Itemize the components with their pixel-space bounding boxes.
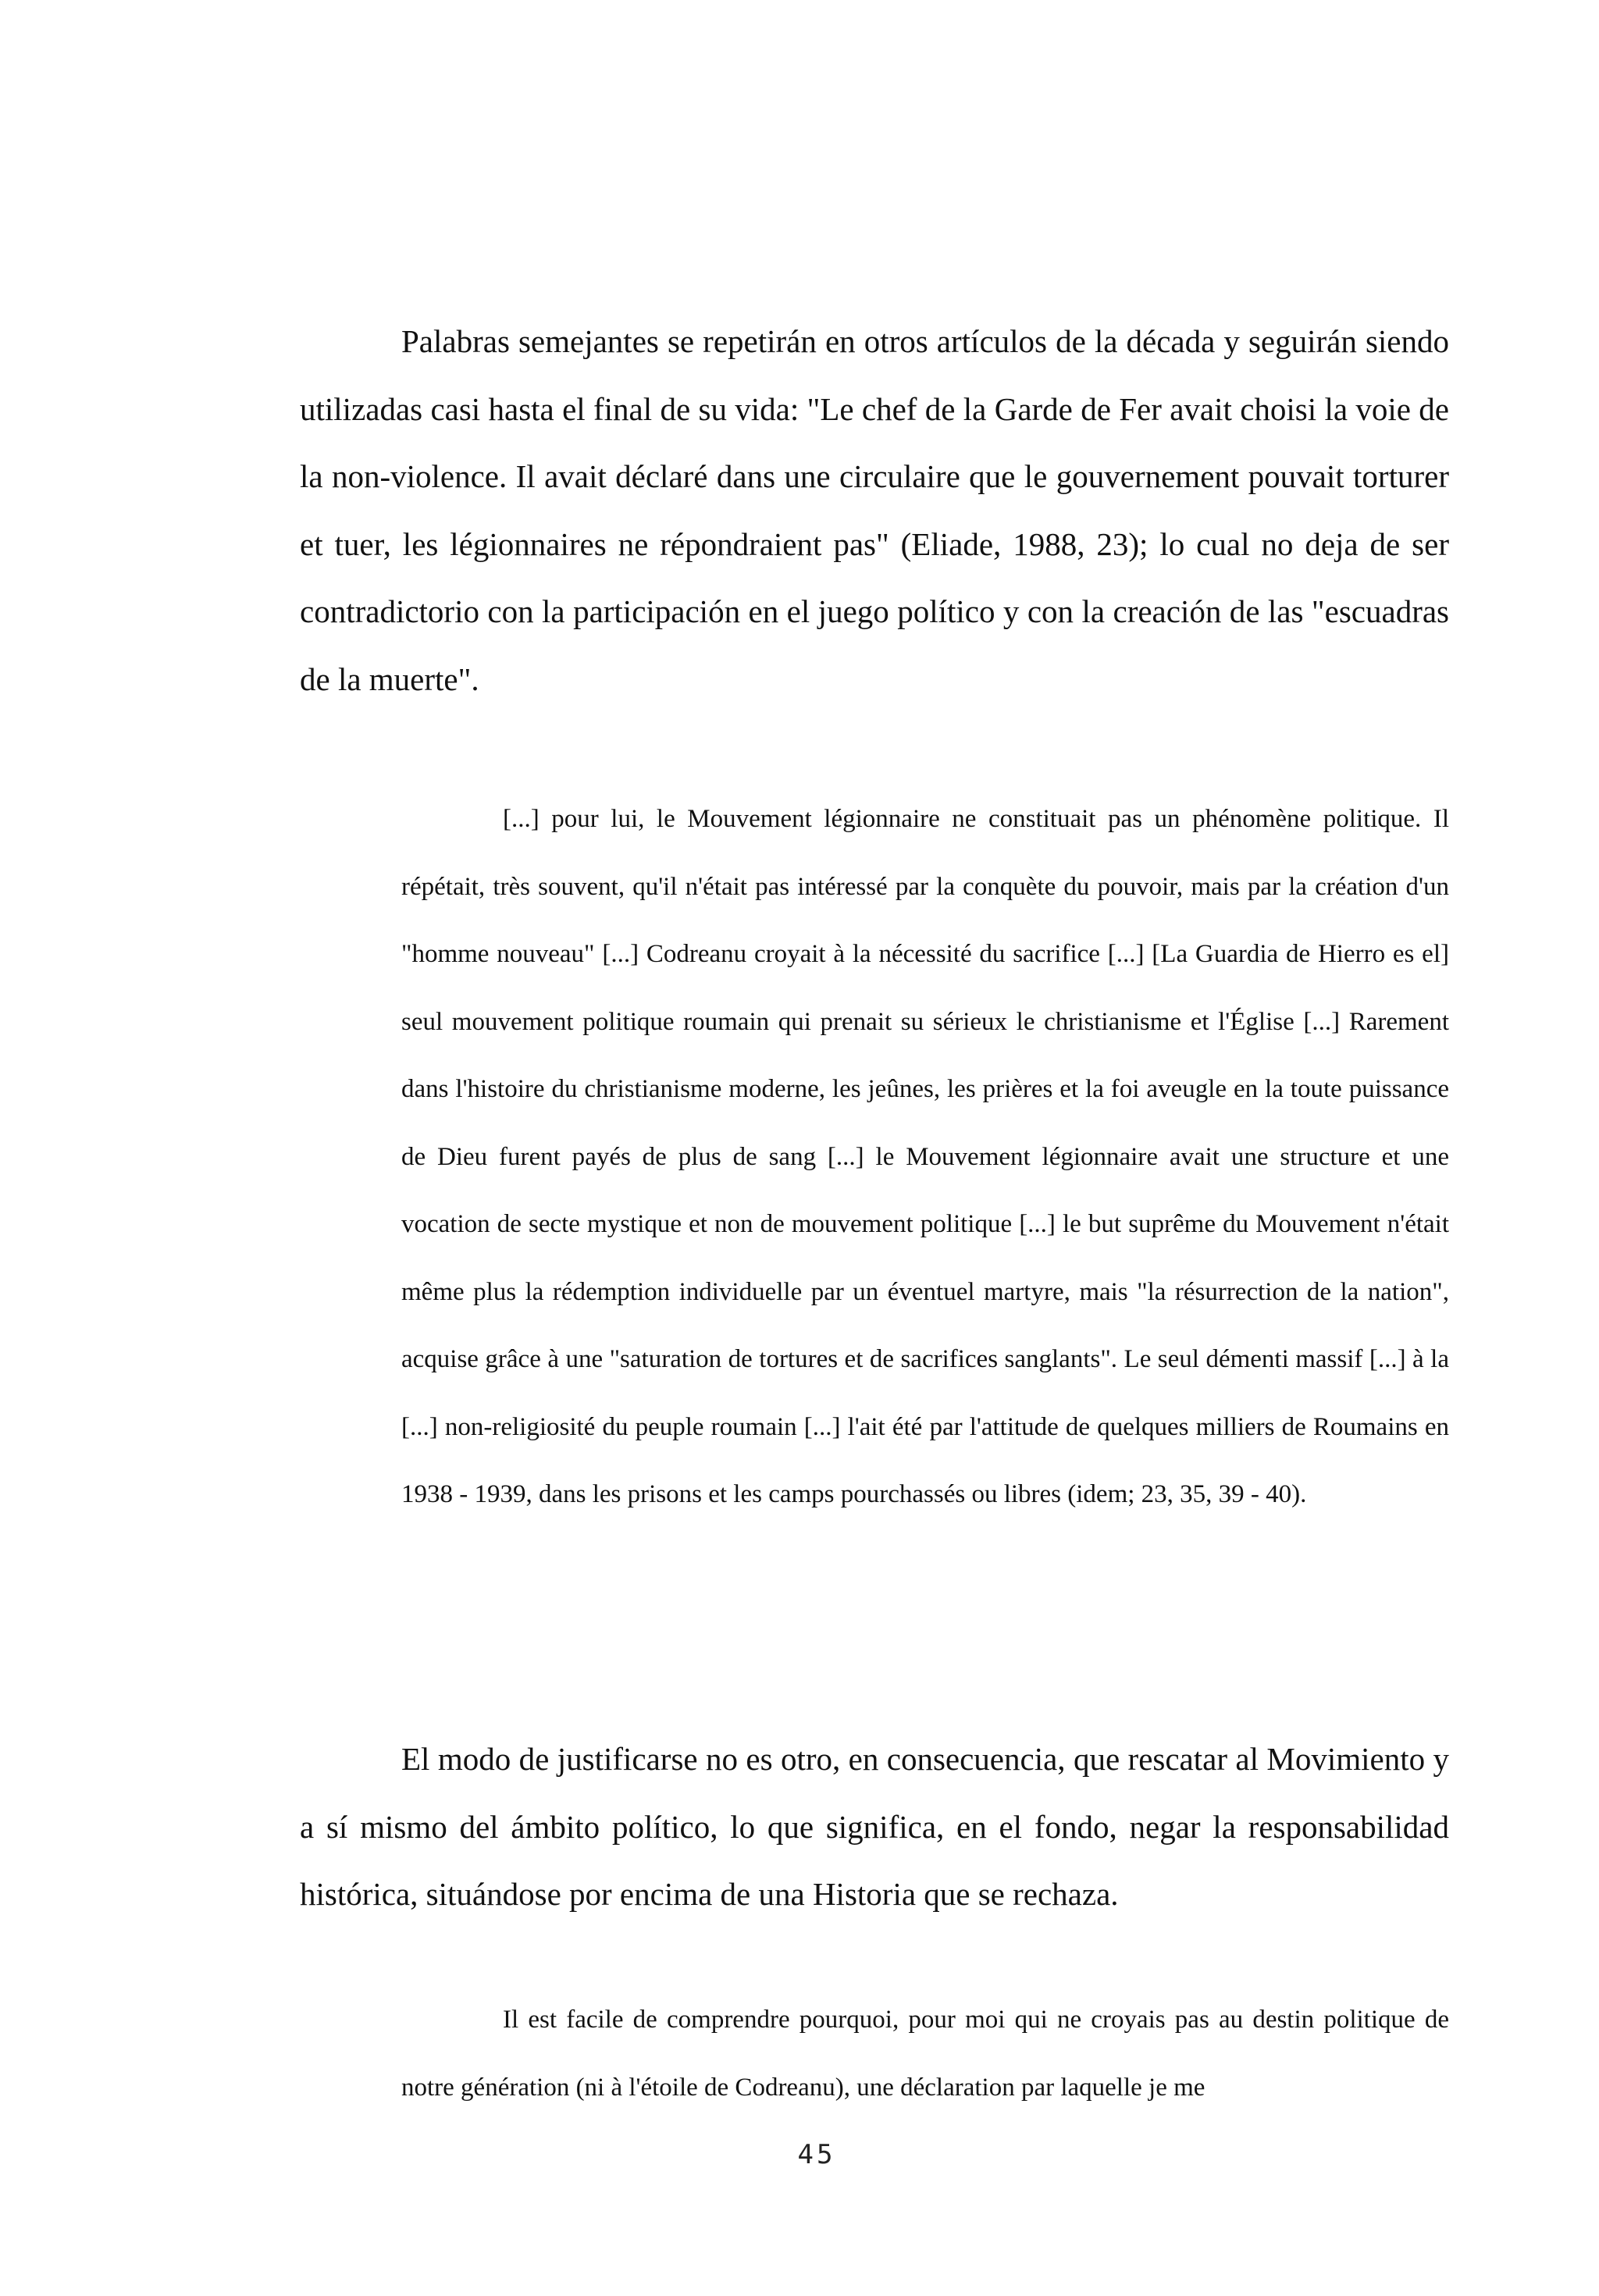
quote-text: Il est facile de comprendre pourquoi, pour moi qui ne croyais pas au destin politique de notre génération (ni à l'étoile de Codreanu), une déclaration par laquelle je me [401, 2006, 1449, 2102]
paragraph-text: Palabras semejantes se repetirán en otros artículos de la década y seguirán siendo utilizadas casi hasta el final de su vida: "Le chef de la Garde de Fer avait choisi la voie de la non-violence. Il avait déclaré dans une circulaire que le gouvernement pouvait torturer et tuer, les légionnaires ne répondraient pas" (Eliade, 1988, 23); lo cual no deja de ser contradictorio con la participación en el juego político y con la creación de las "escuadras de la muerte". [300, 323, 1449, 697]
block-quote-1 [401, 785, 1449, 1529]
paragraph-text: El modo de justificarse no es otro, en consecuencia, que rescatar al Movimiento y a sí mismo del ámbito político, lo que significa, en el fondo, negar la responsabilidad histórica, situándose por encima de una Historia que se rechaza. [300, 1741, 1449, 1912]
quote-text: [...] pour lui, le Mouvement légionnaire ne constituait pas un phénomène politique. Il répétait, très souvent, qu'il n'était pas intéressé par la conquète du pouvoir, mais par la création d'un "homme nouveau" [...] Codreanu croyait à la nécessité du sacrifice [...] [La Guardia de Hierro es el] seul mouvement politique roumain qui prenait su sérieux le christianisme et l'Église [...] Rarement dans l'histoire du christianisme moderne, les jeûnes, les prières et la foi aveugle en la toute puissance de Dieu furent payés de plus de sang [...] le Mouvement légionnaire avait une structure et une vocation de secte mystique et non de mouvement politique [...] le but suprême du Mouvement n'était même plus la rédemption individuelle par un éventuel martyre, mais "la résurrection de la nation", acquise grâce à une "saturation de tortures et de sacrifices sanglants". Le seul démenti massif [...] à la [...] non-religiosité du peuple roumain [...] l'ait été par l'attitude de quelques milliers de Roumains en 1938 - 1939, dans les prisons et les camps pourchassés ou libres (idem; 23, 35, 39 - 40). [401, 805, 1449, 1508]
body-paragraph-2 [300, 1725, 1449, 1928]
page-number: 45 [797, 2139, 836, 2170]
block-quote-2 [401, 1986, 1449, 2121]
body-paragraph-1 [300, 308, 1449, 713]
